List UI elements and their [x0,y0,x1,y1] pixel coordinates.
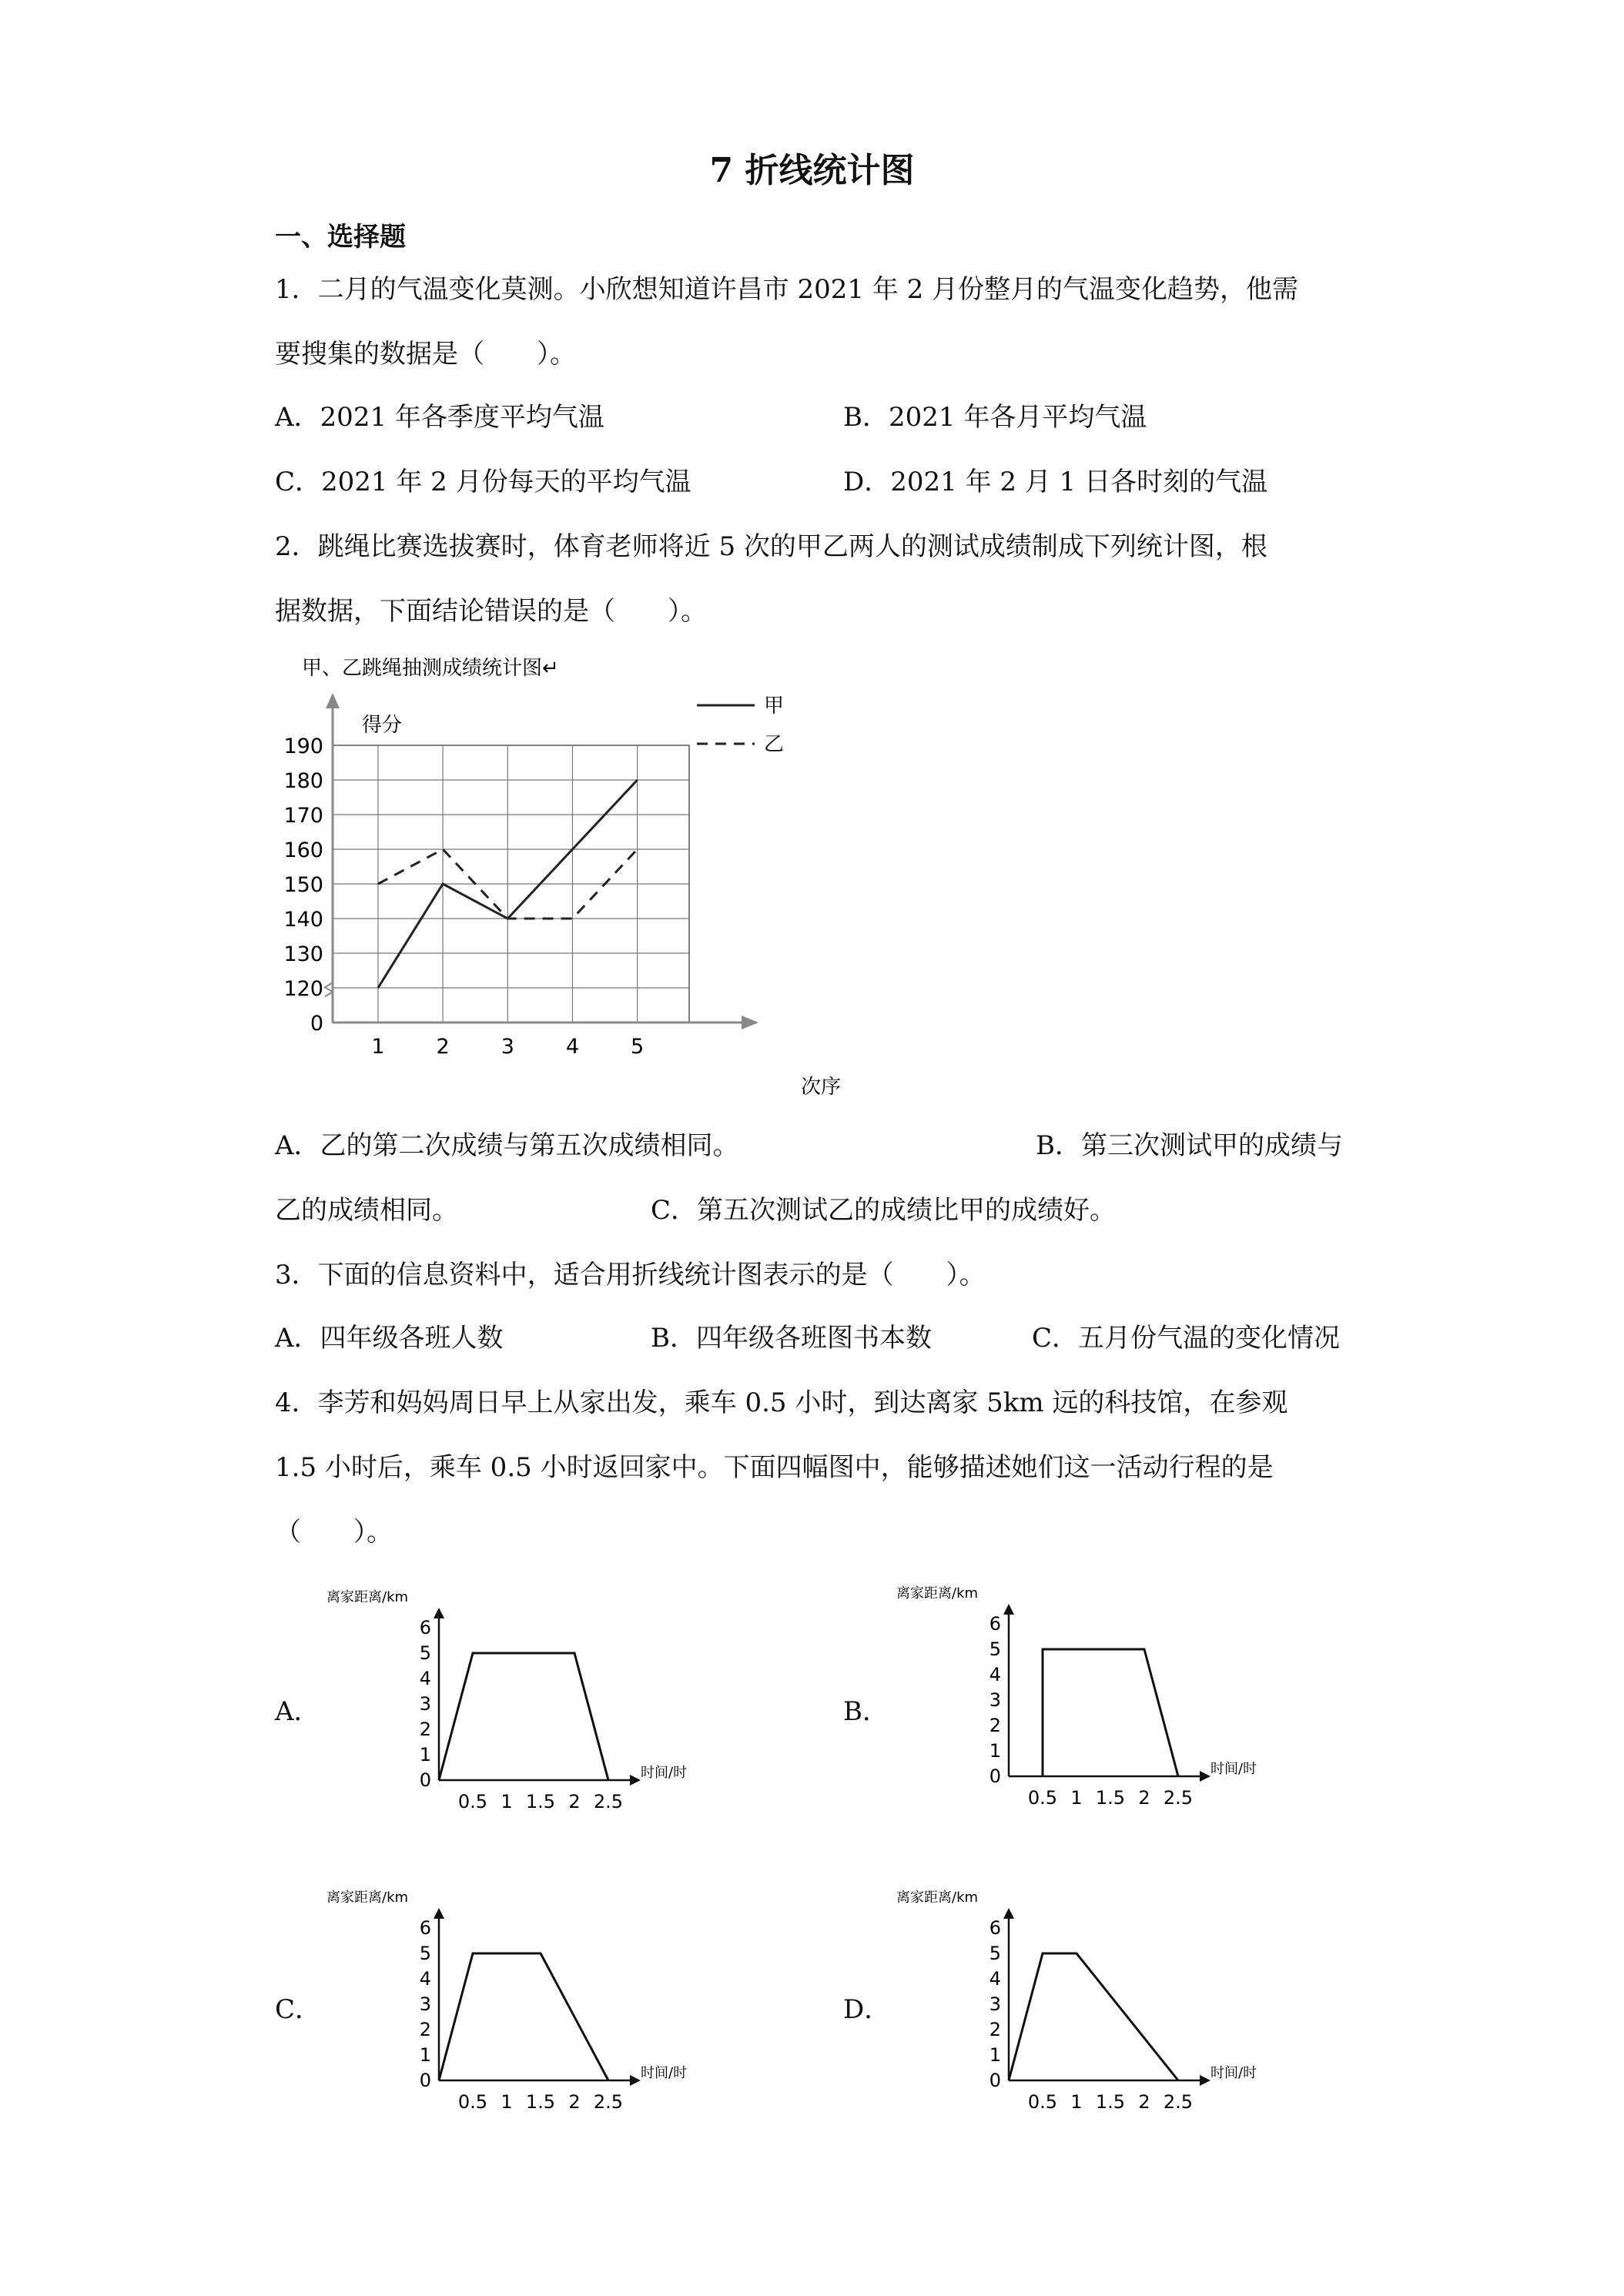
y-tick-label: 6 [989,1917,1001,1939]
y-axis-arrow [326,693,340,708]
x-axis-arrow [630,2075,641,2086]
chart-axes [325,693,758,1029]
x-axis-arrow [742,1016,758,1029]
y-tick-label: 4 [419,1668,431,1689]
q4-text-line1: 4．李芳和妈妈周日早上从家出发，乘车 0.5 小时，到达离家 5km 远的科技馆，在参观 [275,1387,1288,1418]
y-tick-label: 4 [989,1968,1001,1990]
q3-option-a[interactable]: A．四年级各班人数 [275,1323,504,1354]
q1-option-d[interactable]: D．2021 年 2 月 1 日各时刻的气温 [843,467,1268,497]
x-axis-label: 时间/时 [1210,1761,1257,1777]
y-tick-label: 170 [283,804,323,828]
y-tick-label: 1 [989,1740,1001,1762]
y-tick-label: 4 [989,1664,1001,1685]
q4-option-b-label[interactable]: B． [843,1696,889,1727]
y-tick-label: 4 [419,1968,431,1990]
distance-line [439,1653,608,1780]
y-tick-label: 3 [419,1693,431,1715]
q4-option-d-label[interactable]: D． [843,1994,891,2025]
distance-line [1043,1649,1178,1776]
x-tick-label: 2 [436,1035,450,1059]
y-axis-label: 离家距离/km [896,1585,979,1602]
y-tick-label: 3 [989,1993,1001,2015]
y-axis-arrow [434,1608,444,1618]
y-tick-label: 0 [989,2070,1001,2091]
x-tick-label: 1.5 [1095,2091,1126,2113]
q1-option-b[interactable]: B．2021 年各月平均气温 [843,402,1147,433]
x-tick-label: 3 [501,1035,514,1059]
x-tick-label: 2 [1138,1787,1150,1809]
q1-option-c[interactable]: C．2021 年 2 月份每天的平均气温 [275,467,691,497]
y-axis-label: 得分 [362,714,403,737]
x-tick-label: 1.5 [525,2091,556,2113]
q2-option-a[interactable]: A．乙的第二次成绩与第五次成绩相同。 [275,1130,739,1161]
x-tick-label: 2.5 [593,1791,624,1812]
q3-option-b[interactable]: B．四年级各班图书本数 [651,1323,932,1354]
y-tick-label: 160 [283,838,323,862]
x-tick-label: 2 [568,1791,581,1812]
y-axis-label: 离家距离/km [326,1589,409,1605]
y-tick-label: 190 [283,735,323,758]
x-axis-label: 时间/时 [641,2065,688,2081]
y-tick-label: 2 [419,2019,431,2040]
score-line-chart [283,647,878,1109]
y-axis-label: 离家距离/km [326,1889,409,1906]
distance-time-chart-a[interactable] [323,1578,688,1840]
chart-title: 甲、乙跳绳抽测成绩统计图↵ [302,657,559,680]
q2-option-b[interactable]: B．第三次测试甲的成绩与 [1036,1130,1343,1161]
y-tick-label: 5 [989,1638,1001,1660]
x-tick-label: 2.5 [1163,1787,1194,1809]
q1-text-line2: 要搜集的数据是（ ）。 [275,339,576,370]
distance-line [439,1953,608,2080]
legend-label-jia: 甲 [764,694,785,718]
x-tick-label: 1 [371,1035,385,1059]
y-tick-label: 3 [989,1689,1001,1711]
x-axis-arrow [630,1775,641,1786]
x-axis-label: 时间/时 [641,1765,688,1781]
distance-line [1009,1953,1178,2080]
chart-grid [333,745,689,1022]
x-tick-label: 4 [565,1035,580,1059]
section-heading: 一、选择题 [275,222,406,253]
distance-time-chart-c[interactable] [323,1879,688,2140]
q2-option-c[interactable]: C．第五次测试乙的成绩比甲的成绩好。 [651,1195,1117,1226]
x-axis-label: 时间/时 [1210,2065,1257,2081]
q4-option-a-label[interactable]: A． [275,1696,320,1727]
x-tick-label: 0.5 [1027,1787,1058,1809]
y-tick-label: 1 [419,1744,431,1766]
y-tick-label: 0 [419,2070,431,2091]
y-tick-label: 2 [989,2019,1001,2040]
q2-text-line1: 2．跳绳比赛选拔赛时，体育老师将近 5 次的甲乙两人的测试成绩制成下列统计图，根 [275,531,1267,562]
x-axis-arrow [1200,2075,1210,2086]
q3-text-line1: 3．下面的信息资料中，适合用折线统计图表示的是（ ）。 [275,1260,986,1290]
y-tick-label: 5 [419,1943,431,1964]
y-axis-arrow [1003,1604,1014,1615]
chart-legend [697,694,784,756]
x-tick-label: 0.5 [457,1791,488,1812]
x-tick-labels [371,1035,644,1059]
q1-option-a[interactable]: A．2021 年各季度平均气温 [275,402,604,433]
y-tick-label: 2 [419,1719,431,1740]
y-axis-arrow [1003,1908,1014,1919]
q2-option-b-continued: 乙的成绩相同。 [275,1195,458,1226]
y-axis-arrow [434,1908,444,1919]
y-tick-label: 140 [283,908,323,932]
x-tick-label: 2.5 [1163,2091,1194,2113]
distance-time-chart-d[interactable] [893,1879,1257,2140]
x-tick-label: 1 [501,2091,513,2113]
y-tick-label: 1 [989,2044,1001,2066]
x-tick-label: 2.5 [593,2091,624,2113]
y-tick-label: 3 [419,1993,431,2015]
x-tick-label: 1.5 [525,1791,556,1812]
y-tick-label: 0 [419,1769,431,1791]
y-tick-label: 0 [989,1766,1001,1787]
x-tick-label: 1 [501,1791,513,1812]
y-tick-label: 180 [283,769,323,793]
y-tick-label: 1 [419,2044,431,2066]
q2-text-line2: 据数据，下面结论错误的是（ ）。 [275,596,707,627]
y-tick-label: 6 [989,1613,1001,1635]
x-axis-arrow [1200,1771,1210,1782]
x-tick-label: 0.5 [457,2091,488,2113]
page-title: 7 折线统计图 [709,151,915,190]
y-tick-label: 5 [989,1943,1001,1964]
q4-option-c-label[interactable]: C． [275,1994,322,2025]
x-tick-label: 2 [1138,2091,1150,2113]
distance-time-chart-b[interactable] [893,1575,1257,1836]
x-tick-label: 1.5 [1095,1787,1126,1809]
q4-text-line2: 1.5 小时后，乘车 0.5 小时返回家中。下面四幅图中，能够描述她们这一活动行程的是 [275,1452,1274,1483]
y-axis-label: 离家距离/km [896,1889,979,1906]
q3-option-c[interactable]: C．五月份气温的变化情况 [1032,1323,1341,1354]
q1-text-line1: 1．二月的气温变化莫测。小欣想知道许昌市 2021 年 2 月份整月的气温变化趋势，他需 [275,274,1299,305]
y-tick-label: 6 [419,1917,431,1939]
legend-label-yi: 乙 [764,733,785,756]
y-tick-label: 130 [283,942,323,966]
y-tick-label: 6 [419,1617,431,1638]
y-tick-label: 0 [310,1012,323,1036]
q4-text-line3: （ ）。 [275,1517,393,1548]
y-tick-labels [283,735,323,1036]
y-tick-label: 2 [989,1715,1001,1736]
x-tick-label: 2 [568,2091,581,2113]
x-tick-label: 1 [1070,1787,1083,1809]
x-axis-label: 次序 [801,1076,842,1099]
x-tick-label: 1 [1070,2091,1083,2113]
y-tick-label: 5 [419,1642,431,1664]
x-tick-label: 5 [631,1035,645,1059]
x-tick-label: 0.5 [1027,2091,1058,2113]
y-tick-label: 150 [283,873,323,897]
y-tick-label: 120 [283,977,323,1001]
